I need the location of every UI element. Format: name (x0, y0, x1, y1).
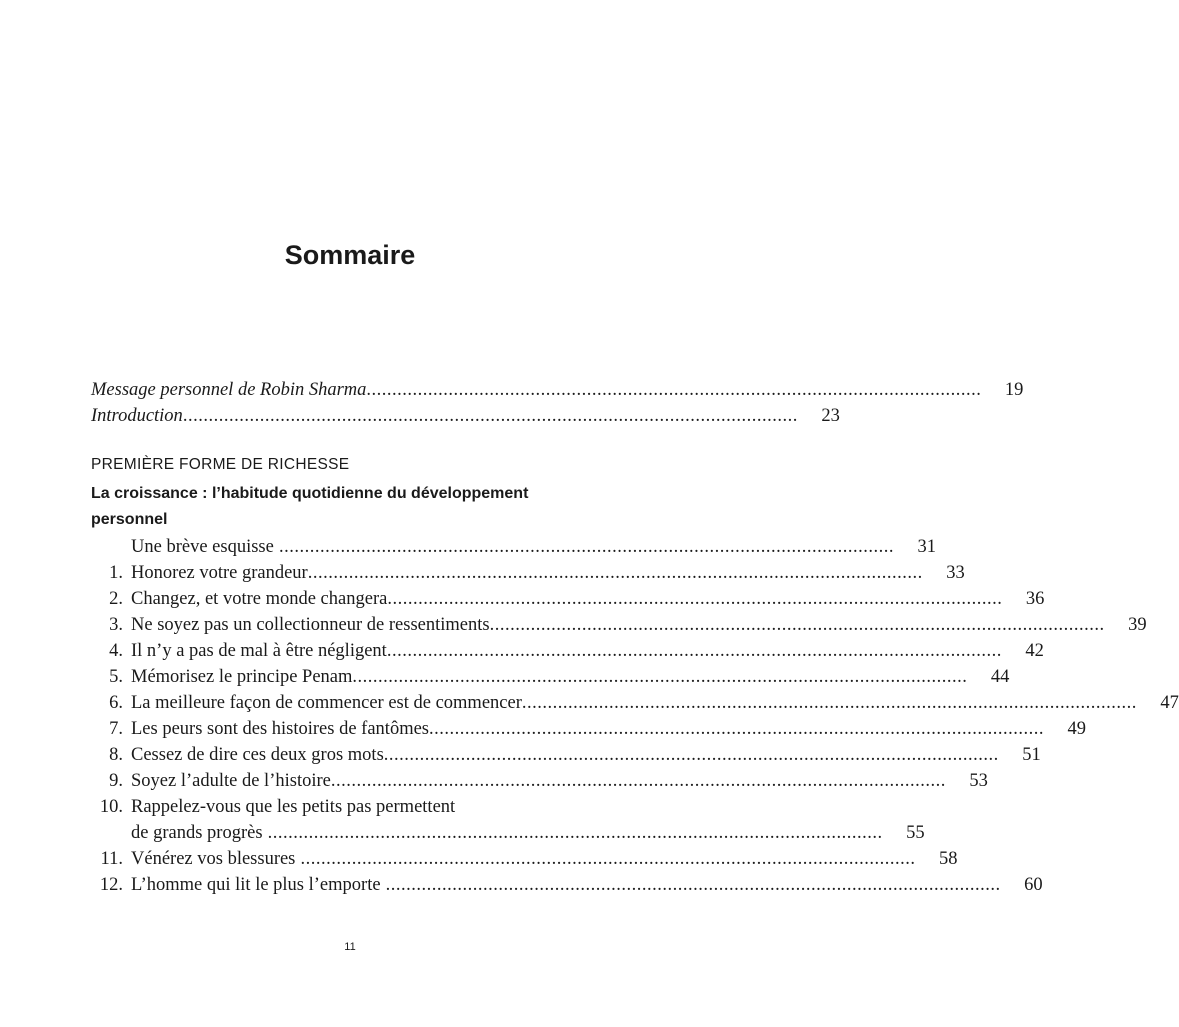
dot-leader: ........................................................................................................................ (295, 849, 916, 869)
toc-entry-number: 8. (109, 745, 123, 765)
toc-entry-label: Cessez de dire ces deux gros mots (131, 745, 384, 765)
toc-entry-number: 11. (100, 849, 123, 869)
toc-entry-page: 58 (939, 849, 958, 869)
toc-entry-page: 39 (1128, 615, 1147, 635)
dot-leader: ........................................................................................................................ (352, 667, 968, 687)
toc-entry-number: 6. (109, 693, 123, 713)
toc-entry-page: 44 (990, 667, 1010, 687)
toc-entry-continuation (91, 820, 925, 846)
toc-entry-number: 9. (109, 771, 123, 791)
toc-entry-page: 55 (906, 823, 925, 843)
toc-entry-multiline (91, 794, 612, 820)
toc-entry-page: 19 (1004, 380, 1024, 400)
toc-entry-number: 3. (109, 615, 123, 635)
toc-entry-label: Mémorisez le principe Penam (131, 667, 353, 687)
toc-entry-page: 49 (1067, 719, 1086, 739)
toc-entry-label: Soyez l’adulte de l’histoire (131, 771, 331, 791)
dot-leader: ........................................................................................................................ (380, 875, 1001, 895)
dot-leader: ........................................................................................................................ (383, 745, 999, 765)
dot-leader: ........................................................................................................................ (330, 771, 946, 791)
toc-entry-label: Message personnel de Robin Sharma (91, 380, 367, 400)
toc-entry-label: Une brève esquisse (131, 537, 274, 557)
page-title: Sommaire (284, 240, 416, 270)
toc-entry-number: 1. (109, 563, 123, 583)
dot-leader: ........................................................................................................................ (307, 563, 923, 583)
dot-leader: ........................................................................................................................ (262, 823, 883, 843)
toc-entry (91, 638, 1044, 664)
toc-entry-label: Honorez votre grandeur (131, 563, 308, 583)
toc-entry-page: 23 (821, 406, 840, 426)
toc-entry-number: 5. (109, 667, 123, 687)
dot-leader: ........................................................................................................................ (366, 380, 982, 400)
toc-entry-page: 53 (969, 771, 988, 791)
dot-leader: ........................................................................................................................ (182, 406, 798, 426)
toc-entry (91, 586, 1045, 612)
part-heading-line-2: personnel (91, 511, 168, 528)
part-title: PREMIÈRE FORME DE RICHESSE (91, 456, 350, 473)
toc-entry-page: 33 (946, 563, 965, 583)
toc-entry-front-introduction (91, 403, 840, 429)
toc-entry-page: 42 (1025, 641, 1044, 661)
toc-entry-label-continued: de grands progrès (131, 823, 263, 843)
toc-entry-page: 47 (1160, 693, 1179, 713)
toc-entry-page: 51 (1022, 745, 1041, 765)
toc-entry (91, 690, 1179, 716)
toc-entry-label: Les peurs sont des histoires de fantômes (131, 719, 429, 739)
toc-entry-number: 2. (109, 589, 123, 609)
toc-entry (91, 872, 1043, 898)
toc-entry (91, 612, 1147, 638)
dot-leader: ........................................................................................................................ (273, 537, 894, 557)
toc-entry-label: Ne soyez pas un collectionneur de ressentiments (131, 615, 490, 635)
toc-entry (91, 664, 1010, 690)
toc-entry-number: 7. (109, 719, 123, 739)
dot-leader: ........................................................................................................................ (387, 589, 1003, 609)
dot-leader: ........................................................................................................................ (386, 641, 1002, 661)
toc-entry-page: 36 (1025, 589, 1045, 609)
toc-entry-number: 4. (109, 641, 123, 661)
toc-entry-front-message (91, 377, 1024, 403)
toc-entry-label: Il n’y a pas de mal à être négligent (131, 641, 387, 661)
toc-entry-number: 12. (99, 875, 123, 895)
toc-entry-page: 60 (1024, 875, 1043, 895)
part-heading-line-1: La croissance : l’habitude quotidienne du développement (91, 485, 529, 502)
toc-entry-label: Vénérez vos blessures (131, 849, 296, 869)
toc-entry (91, 846, 958, 872)
toc-entry-label: L’homme qui lit le plus l’emporte (131, 875, 381, 895)
toc-entry-label: La meilleure façon de commencer est de commencer (131, 693, 522, 713)
toc-entry-number: 10. (99, 797, 123, 817)
toc-entry-page: 31 (917, 537, 936, 557)
dot-leader: ........................................................................................................................ (429, 719, 1044, 739)
toc-entry (91, 534, 936, 560)
page-number: 11 (344, 941, 356, 953)
toc-entry-label: Changez, et votre monde changera (131, 589, 388, 609)
dot-leader: ........................................................................................................................ (489, 615, 1105, 635)
toc-entry (91, 716, 1086, 742)
toc-entry (91, 560, 965, 586)
dot-leader: ........................................................................................................................ (521, 693, 1137, 713)
toc-entry (91, 742, 1041, 768)
toc-entry-label: Rappelez-vous que les petits pas permettent (131, 797, 456, 817)
toc-entry (91, 768, 988, 794)
toc-entry-label: Introduction (91, 406, 183, 426)
